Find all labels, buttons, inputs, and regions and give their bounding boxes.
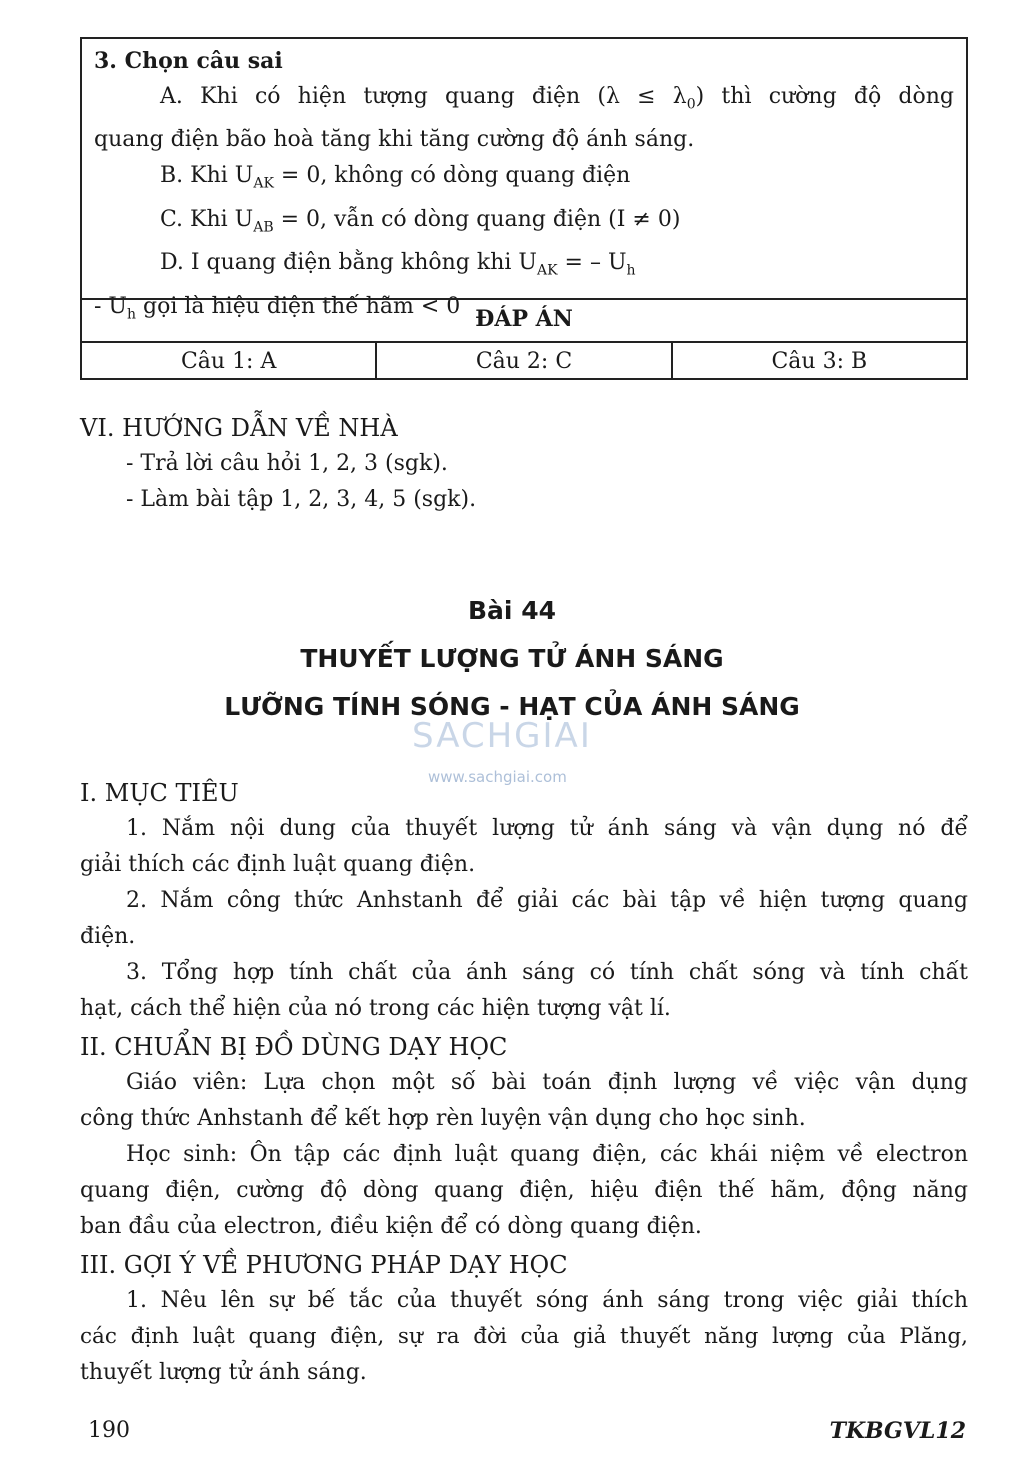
lesson-title-line1: THUYẾT LƯỢNG TỬ ÁNH SÁNG	[300, 644, 724, 673]
objectives-heading: I. MỤC TIÊU	[80, 779, 239, 807]
method-section	[80, 1247, 968, 1391]
objectives-section	[80, 775, 968, 1027]
method-heading: III. GỢI Ý VỀ PHƯƠNG PHÁP DẠY HỌC	[80, 1251, 568, 1279]
objective-2-line1: 2. Nắm công thức Anhstanh để giải các bài tập về hiện tượng quang	[126, 888, 968, 913]
lesson-number: Bài 44	[468, 596, 556, 625]
question-note: - $U_h$ gọi là hiệu điện thế hãm < 0	[94, 293, 461, 322]
answer-title: ĐÁP ÁN	[475, 306, 573, 332]
answer-cell-1: Câu 1: A	[180, 349, 277, 374]
preparation-teacher-line1: Giáo viên: Lựa chọn một số bài toán định lượng về việc vận dụng	[126, 1070, 968, 1095]
page-number: 190	[88, 1418, 130, 1443]
lesson-title-line2: LƯỠNG TÍNH SÓNG - HẠT CỦA ÁNH SÁNG	[224, 692, 800, 721]
answer-cell-3: Câu 3: B	[671, 343, 966, 380]
preparation-student-line3: ban đầu của electron, điều kiện để có dòng quang điện.	[80, 1214, 702, 1239]
homework-item: - Trả lời câu hỏi 1, 2, 3 (sgk).	[126, 451, 448, 476]
watermark-url: www.sachgiai.com	[428, 768, 567, 786]
preparation-section	[80, 1029, 968, 1245]
answer-row	[82, 343, 966, 380]
preparation-student-line1: Học sinh: Ôn tập các định luật quang điện, các khái niệm về electron	[126, 1142, 968, 1167]
question-3	[94, 43, 954, 332]
objective-2-line2: điện.	[80, 924, 136, 949]
homework-heading: VI. HƯỚNG DẪN VỀ NHÀ	[80, 414, 398, 442]
preparation-teacher-line2: công thức Anhstanh để kết hợp rèn luyện vận dụng cho học sinh.	[80, 1106, 806, 1131]
option-a-line2: quang điện bão hoà tăng khi tăng cường độ ánh sáng.	[94, 127, 695, 153]
method-1-line1: 1. Nêu lên sự bế tắc của thuyết sóng ánh sáng trong việc giải thích	[126, 1288, 968, 1313]
preparation-student-line2: quang điện, cường độ dòng quang điện, hiệu điện thế hãm, động năng	[80, 1178, 968, 1203]
answer-cell-2: Câu 2: C	[375, 343, 670, 380]
option-d: D. I quang điện bằng không khi $U_{AK}$ = – $U_h$	[160, 250, 636, 279]
method-1-line2: các định luật quang điện, sự ra đời của giả thuyết năng lượng của Plăng,	[80, 1324, 968, 1349]
option-a-line1: A. Khi có hiện tượng quang điện $(\lambda \le \lambda_0)$ thì cường độ dòng	[160, 84, 955, 113]
preparation-heading: II. CHUẨN BỊ ĐỒ DÙNG DẠY HỌC	[80, 1033, 508, 1061]
homework-item: - Làm bài tập 1, 2, 3, 4, 5 (sgk).	[126, 487, 477, 512]
book-code: TKBGVL12	[829, 1418, 966, 1444]
option-c: C. Khi $U_{AB} = 0$, vẫn có dòng quang điện (I ≠ 0)	[160, 206, 681, 236]
method-1-line3: thuyết lượng tử ánh sáng.	[80, 1360, 367, 1385]
divider	[82, 298, 966, 300]
objective-1-line1: 1. Nắm nội dung của thuyết lượng tử ánh sáng và vận dụng nó để	[126, 816, 968, 841]
watermark-logo: SACHGIAI	[412, 716, 592, 756]
question-title: 3. Chọn câu sai	[94, 48, 283, 74]
homework-section	[80, 410, 968, 518]
objective-1-line2: giải thích các định luật quang điện.	[80, 852, 476, 877]
objective-3-line2: hạt, cách thể hiện của nó trong các hiện tượng vật lí.	[80, 996, 671, 1021]
objective-3-line1: 3. Tổng hợp tính chất của ánh sáng có tính chất sóng và tính chất	[126, 960, 968, 985]
option-b: B. Khi $U_{AK} = 0$, không có dòng quang điện	[160, 163, 631, 192]
question-box	[80, 37, 968, 380]
